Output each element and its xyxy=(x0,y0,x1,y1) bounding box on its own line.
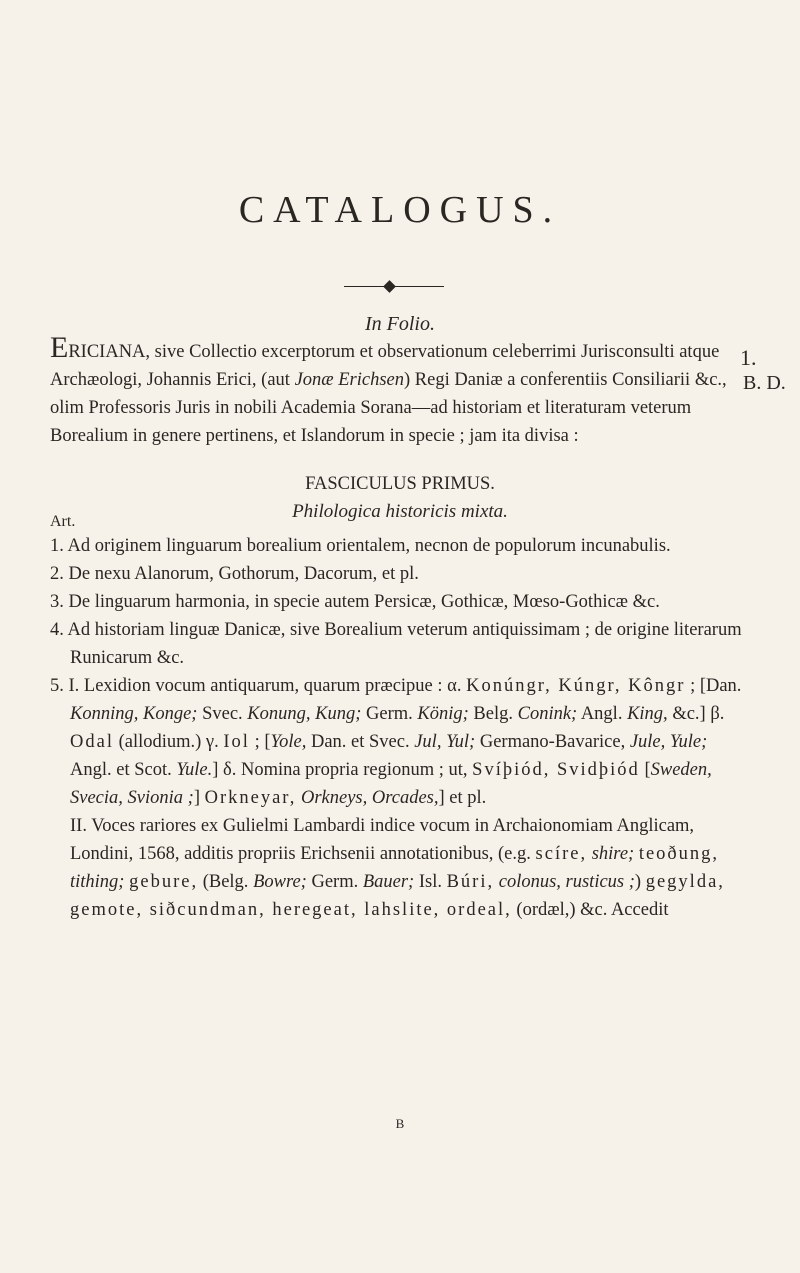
article-item: 1. Ad originem linguarum borealium orientalem, necnon de populorum incunabulis. xyxy=(50,536,671,556)
fasciculus-title: FASCICULUS PRIMUS. xyxy=(305,474,495,494)
page-title: CATALOGUS. xyxy=(238,189,562,231)
article-list xyxy=(50,532,745,924)
entry-text-2: ) Regi Daniæ a conferentiis Consiliarii &c., olim Professoris Juris in nobili Academia Sorana—ad historiam et literaturam veterum Borealium in genere pertinens, et Islandorum in specie ; jam ita divisa : xyxy=(50,370,727,446)
margin-reference: B. D. xyxy=(743,372,786,394)
article-item-5-part-1: 5. I. Lexidion vocum antiquarum, quarum præcipue : α. Konúngr, Kúngr, Kôngr ; [Dan. Konning, Konge; Svec. Konung, Kung; Germ. König; Belg. Conink; Angl. King, &c.] β. Odal (allodium.) γ. Iol ; [Yole, Dan. et Svec. Jul, Yul; Germano-Bavarice, Jule, Yule; Angl. et Scot. Yule.] δ. Nomina propria regionum ; ut, Svíþiód, Svidþiód [Sweden, Svecia, Svionia ;] Orkneyar, Orkneys, Orcades,] et pl. xyxy=(50,676,742,808)
fasciculus-subtitle: Philologica historicis mixta. xyxy=(292,501,508,522)
drop-initial: E xyxy=(50,331,69,364)
article-item-5-part-2: II. Voces rariores ex Gulielmi Lambardi indice vocum in Archaionomiam Anglicam, Londini, 1568, additis propriis Erichsenii annotationibus, (e.g. scíre, shire; teoðung, tithing; gebure, (Belg. Bowre; Germ. Bauer; Isl. Búri, colonus, rusticus ;) gegylda, gemote, siðcundman, heregeat, lahslite, ordeal, (ordæl,) &c. Accedit xyxy=(70,816,725,920)
entry-author-name: Jonæ Erichsen xyxy=(294,370,405,390)
article-item: 2. De nexu Alanorum, Gothorum, Dacorum, et pl. xyxy=(50,564,419,584)
article-item: 4. Ad historiam linguæ Danicæ, sive Borealium veterum antiquissimam ; de origine literarum Runicarum &c. xyxy=(50,620,742,668)
catalogue-entry xyxy=(50,331,732,450)
format-heading: In Folio. xyxy=(365,313,435,335)
article-item: 3. De linguarum harmonia, in specie autem Persicæ, Gothicæ, Mœso-Gothicæ &c. xyxy=(50,592,660,612)
art-label: Art. xyxy=(50,513,76,530)
rule-diamond-ornament xyxy=(383,280,396,293)
margin-item-number: 1. xyxy=(740,345,757,370)
entry-name: RICIANA xyxy=(68,342,146,362)
entry-text-1: , sive Collectio excerptorum et observationum celeberrimi Jurisconsulti atque Archæologi, Johannis Erici, (aut xyxy=(50,342,720,390)
signature-mark: B xyxy=(395,1116,405,1131)
